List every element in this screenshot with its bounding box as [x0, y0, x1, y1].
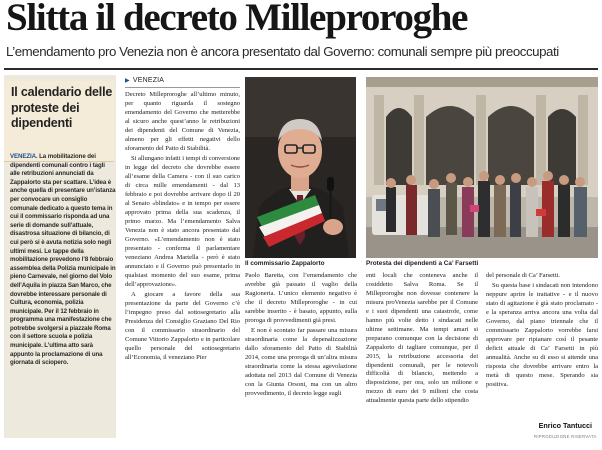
paragraph: del personale di Ca’ Farsetti. [486, 272, 560, 279]
author-signature: Enrico Tantucci [538, 421, 592, 430]
headline: Slitta il decreto Milleproroghe [6, 0, 468, 39]
section-kicker [125, 77, 164, 84]
kicker-rule [125, 87, 240, 88]
kicker-label: VENEZIA [132, 77, 165, 84]
headline-rule [4, 68, 598, 70]
commissioner-photo [245, 77, 356, 258]
subheadline: L’emendamento pro Venezia non è ancora presentato dal Governo: comunali sempre più preoccupati [6, 44, 559, 59]
article-column-4 [486, 272, 598, 391]
sidebar-text: La mobilitazione dei dipendenti comunali contro i tagli alle retribuzioni annunciati da Zappalorto sta per scattare. L’idea è anche quella di presentare un’istanza per convocare un consiglio comunale dedicato a questo tema in cui il commissario risponda ad una serie di domande sull’attuale, disastrosa situazione di bilancio, di cui però si è avuta notizia solo negli ultimi mesi. Le tappe della mobilitazione prevedono l’8 febbraio assemblea della Polizia municipale in pieno Carnevale, nel giorno del Volo dell’Aquila in piazza San Marco, che dovrebbe interessare personale di Cultura, economia, polizia municipale. Per il 12 febbraio in programma una manifestazione che potrebbe svolgersi a piazzale Roma con il settore scuola e polizia municipale. L’ultima atto sarà appunto la proclamazione di una giornata di sciopero. [10, 153, 116, 367]
copyright-notice: RIPRODUZIONE RISERVATA [534, 434, 597, 439]
article-column-2 [245, 272, 357, 400]
photo-caption: Protesta dei dipendenti a Ca’ Farsetti [366, 260, 479, 267]
triangle-icon: ▶ [125, 78, 130, 84]
paragraph: E non è scontato far passare una misura straordinaria come la depenalizzazione dallo sforamento del Patto di Stabilità 2014, come una proroga di un’altra misura straordinaria come la stessa agevolazione adottata nel 2013 dal Comune di Venezia con la Giunta Orsoni, ma con un altro provvedimento, il decreto legge sugli [245, 327, 357, 397]
paragraph: A giocare a favore della sua presentazione da parte del Governo c’è l’impegno preso dal sottosegretario alla Presidenza del Consiglio Graziano Del Rio con il commissario straordinario del Comune Vittorio Zappalorto e in particolare quello personale del sottosegretario all’Economia, il veneziano Pier [125, 290, 240, 361]
sidebar-location: VENEZIA. [10, 153, 38, 160]
sidebar-title: Il calendario delle proteste dei dipendenti [11, 85, 113, 130]
article-column-3 [366, 272, 478, 408]
paragraph: Si allungano infatti i tempi di conversione in legge del decreto che dovrebbe essere all’esame della Camera - con il suo carico di circa mille emendamenti - dal 13 febbraio e poi dovrebbe arrivare dopo il 20 al Senato «blindato» e in tempo per essere approvato prima della sua scadenza, il primo marzo. Ma l’emendamento Salva Venezia non è stato ancora presentato dal Governo. «L’emendamento non è stato presentato - conferma il parlamentare veneziano Andrea Martella - però è stato annunciato e il Governo può presentarlo in qualsiasi momento del suo esame, prima dell’approvazione». [125, 155, 240, 288]
sidebar-box [4, 75, 116, 438]
paragraph: Decreto Milleproroghe all’ultimo minuto, per quanto riguarda il sostegno emendamento del Governo che metterebbe al sicuro anche quest’anno le retribuzioni dei dipendenti del Comune di Venezia, almeno per gli effetti negativi dello sforamento del Patto di Stabilità. [125, 91, 240, 152]
protest-image [366, 77, 598, 258]
paragraph: Paolo Baretta, con l’emendamento che avrebbe già passato il vaglio della Ragioneria. L’unico elemento negativo è che il decreto Milleproroghe - in cui sarebbe inserito - è basato, appunto, sulla proroga di provvedimenti già presi. [245, 272, 357, 324]
paragraph: enti locali che conteneva anche il cosiddetto Salva Roma. Se il Milleproroghe non dovesse contenere la misura proVenezia sarebbe per il Comune e i suoi dipendenti una catastrofe, come hanno più volte detto i sindacati nelle ultime settimane. Ma tempi amari si preparano comunque con la decisione di Zappalorto di tagliare comunque, per il 2015, la retribuzione accessoria dei dipendenti comunali, per le notevoli difficoltà di bilancio, mettendo a disposizione, per ora, solo un milione e mezzo di euro dei 9 milioni che costa attualmente questa parte dello stipendio [366, 272, 478, 405]
photo-caption: Il commissario Zappalorto [245, 260, 325, 267]
paragraph: Su questa base i sindacati non intendono neppure aprire le trattative - e il nuovo stato di agitazione è già stato proclamato - e la speranza arriva ancora una volta dal Governo, dal piano triennale che il commissario Zappalorto vorrebbe farsi approvare per ripianare così il pesante deficit attuale di Ca’ Farsetti in più annualità. Anche su di esso si attende una risposta che dovrebbe arrivare entro la metà di questo mese. Sperando sia positiva. [486, 282, 598, 388]
article-column-1 [125, 91, 240, 364]
sidebar-body [10, 153, 116, 368]
portrait-image [245, 77, 356, 258]
protest-photo [366, 77, 598, 258]
